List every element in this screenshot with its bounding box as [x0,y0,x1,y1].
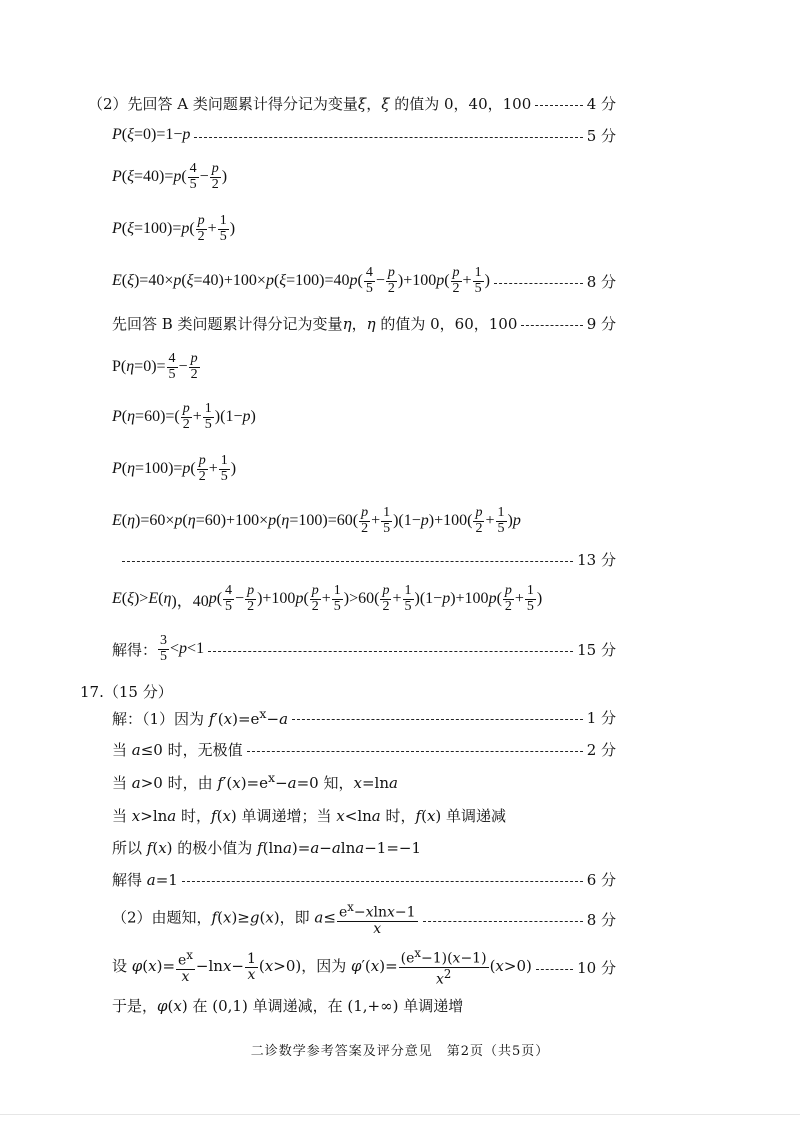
line-7 [112,350,616,384]
line-1-text: （2）先回答 A 类问题累计得分记为变量ξ，ξ 的值为 0，40，100 [88,94,532,113]
line-4 [112,212,616,246]
bottom-divider [0,1114,800,1115]
line-6 [112,306,616,340]
line-19 [112,830,616,864]
line-10-math: E ( η )=60× p ( η =60)+100× p ( η =100)=60( $\frac{p}{2}$ + $\frac{1}{5}$ )(1− p )+100( $\frac{p}{2}$ + $\frac{1}{5}$ ) p [112,504,521,536]
line-12-math: E ( ξ )> E ( η )，40 p ( $\frac{4}{5}$ − $\frac{p}{2}$ )+100 p ( $\frac{p}{2}$ + $\frac{1}{5}$ )>60( $\frac{p}{2}$ + $\frac{1}{5}$ )(1− p )+100 p ( $\frac{p}{2}$ + $\frac{1}{5}$ ) [112,582,543,614]
line-9-math: P ( η =100)= p ( $\frac{p}{2}$ + $\frac{1}{5}$ ) [112,452,237,484]
line-3 [112,160,616,194]
line-5-math: E ( ξ )=40× p ( ξ =40)+100× p ( ξ =100)=40 p ( $\frac{4}{5}$ − $\frac{p}{2}$ )+100 p ( $\frac{p}{2}$ + $\frac{1}{5}$ ) [112,264,490,296]
score-1: 1 分 [586,708,616,727]
line-7-math: P( η =0)= $\frac{4}{5}$ − $\frac{p}{2}$ [112,350,198,382]
line-15-text: 解：（1）因为 $f'(x)=e^x-a$ [112,705,289,728]
line-17 [112,764,616,798]
score-8b: 8 分 [586,910,616,929]
dotted-leader [208,651,573,652]
line-2-math: P ( ξ =0)=1− p [112,126,191,143]
score-8: 8 分 [586,272,616,291]
line-4-math: P ( ξ =100)= p ( $\frac{p}{2}$ + $\frac{1}{5}$ ) [112,212,236,244]
line-15 [112,700,616,734]
line-9 [112,452,616,486]
page-footer: 二诊数学参考答案及评分意见 第2页（共5页） [250,1044,550,1059]
line-16-text: 当 a≤0 时，无极值 [112,740,243,759]
line-21 [112,902,616,936]
line-20-text: 解得 a=1 [112,870,178,889]
dotted-leader [521,325,582,326]
line-19-text: 所以 f(x) 的极小值为 f(lna)=a−alna−1=−1 [112,838,422,857]
line-12 [112,582,616,616]
line-8-math: P ( η =60)=( $\frac{p}{2}$ + $\frac{1}{5}$ )(1− p ) [112,400,256,432]
line-23 [112,988,616,1022]
line-11 [118,542,616,576]
dotted-leader [122,561,573,562]
line-13 [112,632,616,666]
dotted-leader [182,881,583,882]
line-18-text: 当 x>lna 时，f(x) 单调递增；当 x<lna 时，f(x) 单调递减 [112,806,507,825]
score-15: 15 分 [577,640,616,659]
line-22 [112,946,616,988]
dotted-leader [536,969,573,970]
score-9: 9 分 [586,314,616,333]
dotted-leader [247,751,583,752]
line-18 [112,798,616,832]
dotted-leader [494,283,583,284]
line-5 [112,264,616,298]
problem-17-heading: 17.（15 分） [80,682,173,701]
dotted-leader [292,719,583,720]
score-13: 13 分 [577,550,616,569]
score-5: 5 分 [586,126,616,145]
line-10 [112,504,616,538]
line-2 [112,118,616,152]
score-4: 4 分 [586,94,616,113]
line-20 [112,862,616,896]
line-3-math: P ( ξ =40)= p ( $\frac{4}{5}$ − $\frac{p}{2}$ ) [112,160,228,192]
line-8 [112,400,616,434]
line-16 [112,732,616,766]
score-6: 6 分 [586,870,616,889]
score-2: 2 分 [586,740,616,759]
line-6-text: 先回答 B 类问题累计得分记为变量η，η 的值为 0，60，100 [112,314,518,333]
line-13-math: $\frac{3}{5}$ < p <1 [160,632,205,664]
line-23-text: 于是，φ(x) 在 (0,1) 单调递减，在 (1,+∞) 单调递增 [112,996,464,1015]
dotted-leader [535,105,582,106]
score-10: 10 分 [577,958,616,977]
line-21-text: （2）由题知，f(x)≥g(x)，即 a≤ $\frac{e^x-xlnx-1}{x}$ [112,900,416,937]
line-13-label: 解得： [112,640,158,659]
dotted-leader [194,137,582,138]
line-22-text: 设 φ(x)= $\frac{e^x}{x}$ −lnx− $\frac{1}{x}$ (x>0)，因为 φ′(x)= $\frac{(e^x-1)(x-1)}{x^2}$ (x>0) [112,946,532,988]
line-1 [88,86,616,120]
dotted-leader [423,921,583,922]
line-17-text: 当 a>0 时，由 $f'(x)=e^x-a=0$ 知，x=lna [112,769,398,792]
